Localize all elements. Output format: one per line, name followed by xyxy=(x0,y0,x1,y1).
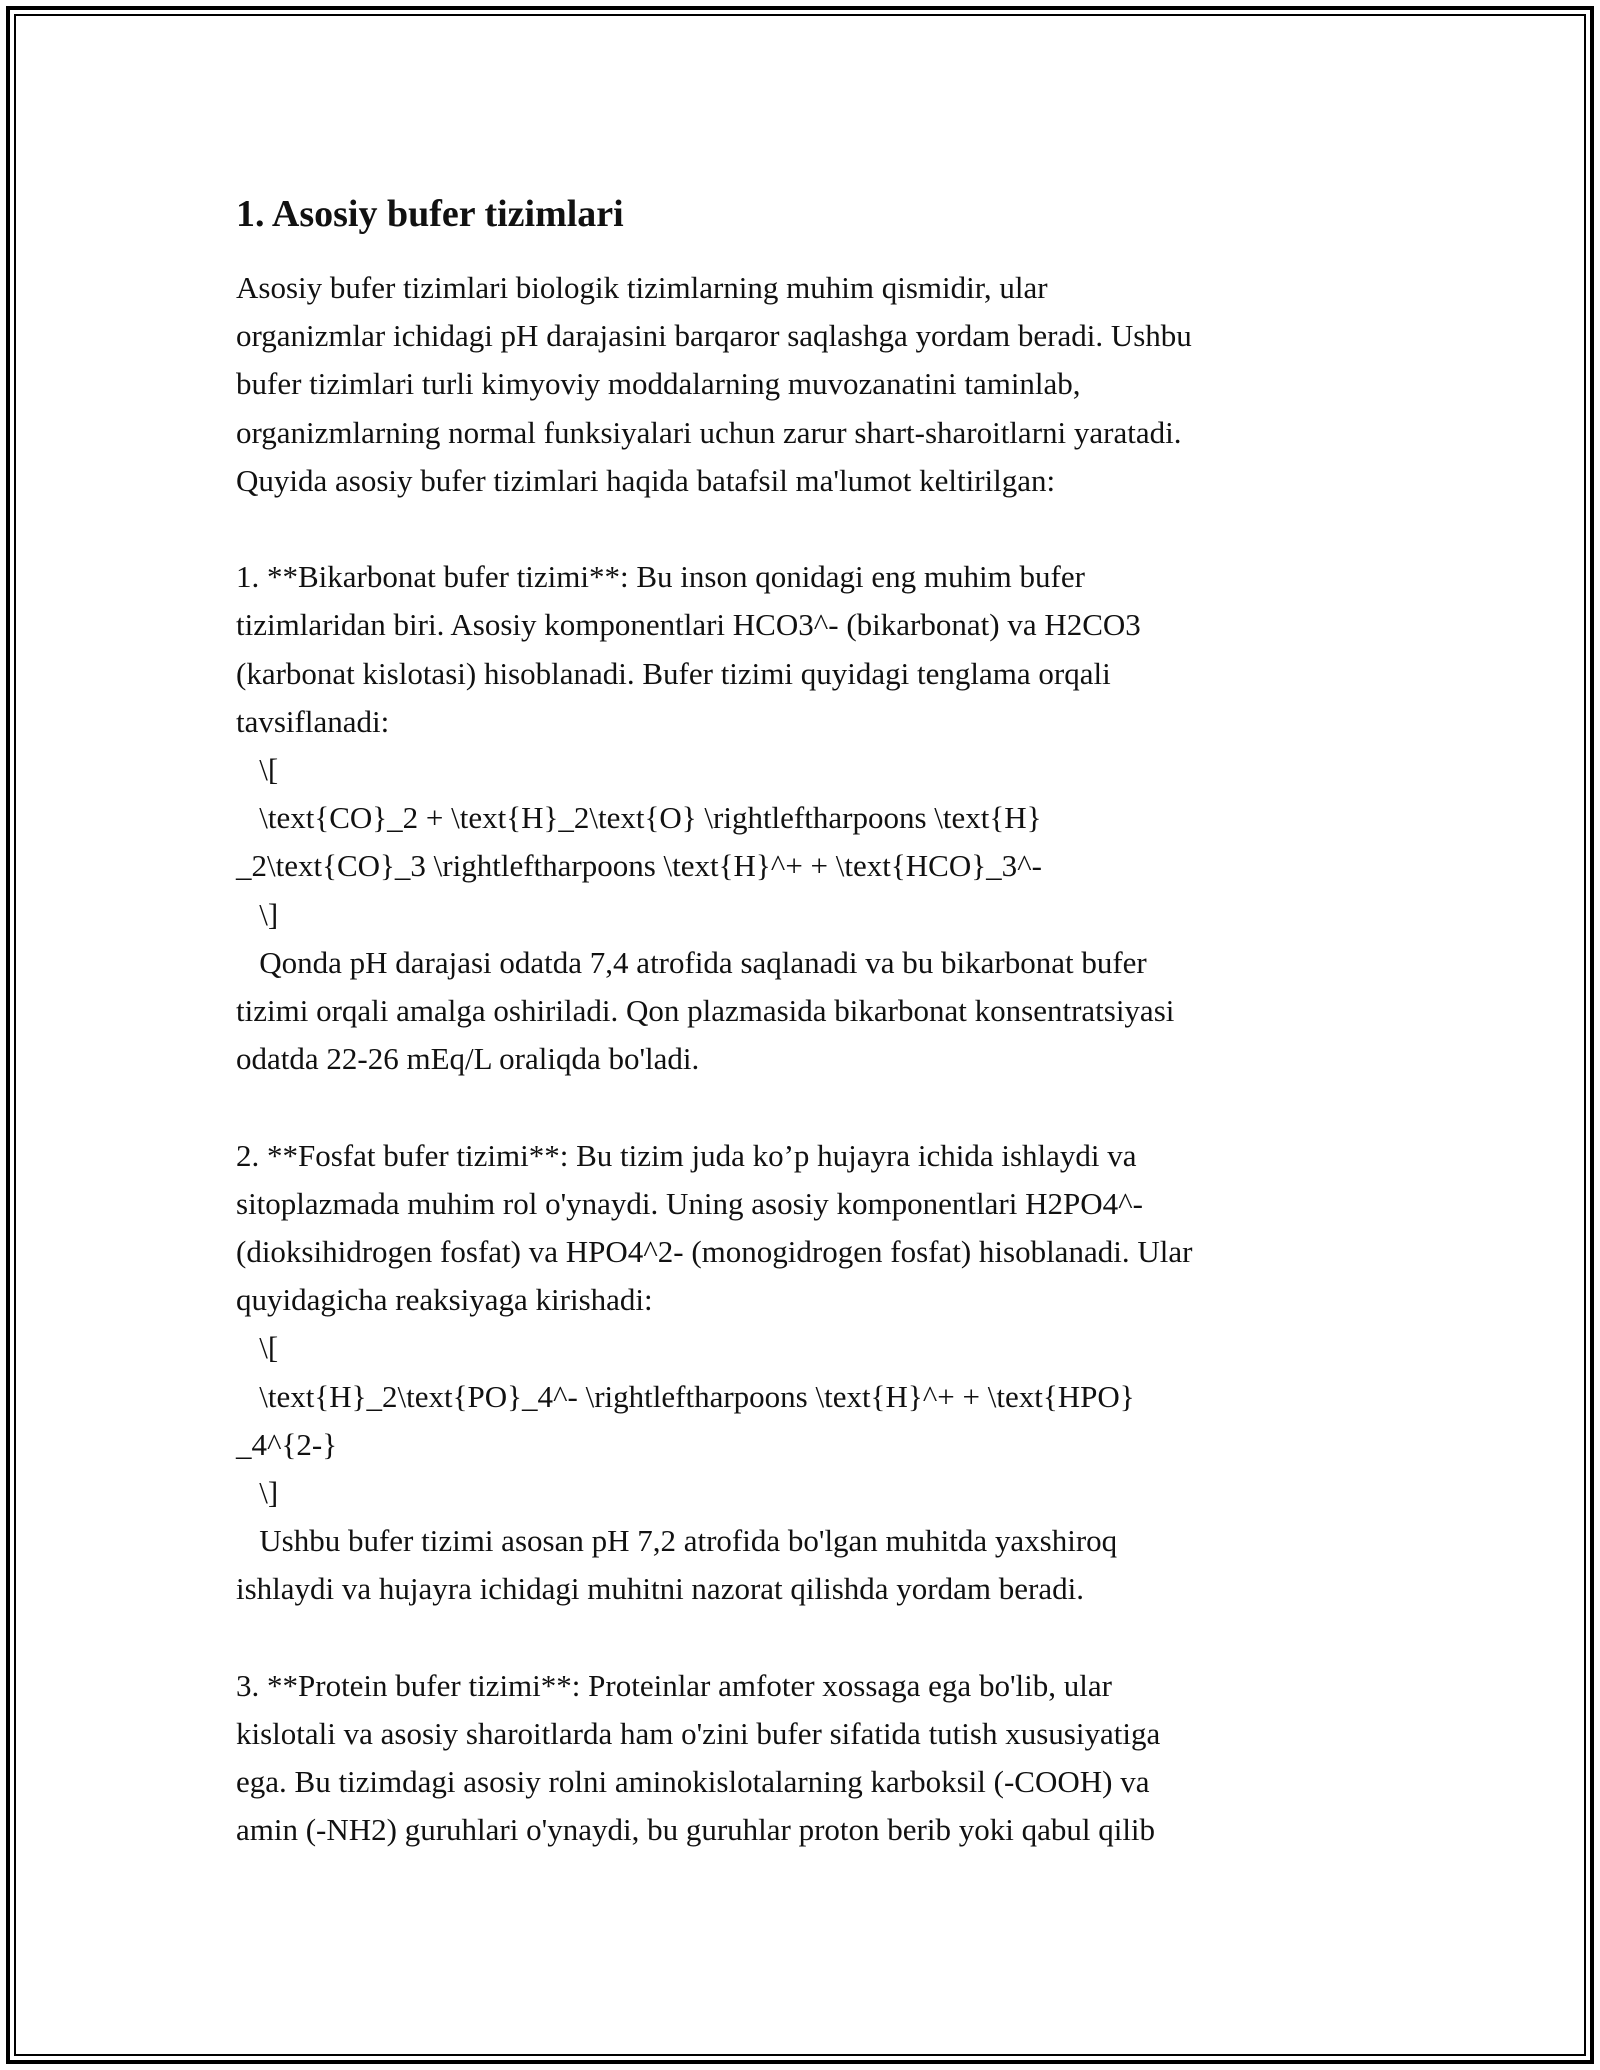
text-line: Asosiy bufer tizimlari biologik tizimlarning muhim qismidir, ular xyxy=(236,270,1048,305)
text-line: odatda 22-26 mEq/L oraliqda bo'ladi. xyxy=(236,1041,700,1077)
text-line: 3. **Protein bufer tizimi**: Proteinlar amfoter xossaga ega bo'lib, ular xyxy=(236,1667,1112,1703)
equation-line: _2\text{CO}_3 \rightleftharpoons \text{H}^+ + \text{HCO}_3^- xyxy=(236,848,1042,884)
text-line: amin (-NH2) guruhlari o'ynaydi, bu guruhlar proton berib yoki qabul qilib xyxy=(236,1812,1156,1848)
text-line: Ushbu bufer tizimi asosan pH 7,2 atrofida bo'lgan muhitda yaxshiroq xyxy=(236,1523,1118,1559)
equation-line: _4^{2-} xyxy=(236,1426,338,1462)
document-content xyxy=(236,186,1396,1855)
text-line: 2. **Fosfat bufer tizimi**: Bu tizim juda ko’p hujayra ichida ishlaydi va xyxy=(236,1137,1137,1173)
text-line: organizmlarning normal funksiyalari uchun zarur shart-sharoitlarni yaratadi. xyxy=(236,414,1182,450)
blank-line xyxy=(236,1614,1396,1662)
text-line: Qonda pH darajasi odatda 7,4 atrofida saqlanadi va bu bikarbonat bufer xyxy=(236,944,1147,980)
text-line: bufer tizimlari turli kimyoviy moddalarning muvozanatini taminlab, xyxy=(236,366,1081,402)
blank-line xyxy=(236,505,1396,553)
text-line: Quyida asosiy bufer tizimlari haqida batafsil ma'lumot keltirilgan: xyxy=(236,462,1056,498)
blank-line xyxy=(236,1083,1396,1131)
text-line: quyidagicha reaksiyaga kirishadi: xyxy=(236,1282,653,1318)
text-line: organizmlar ichidagi pH darajasini barqaror saqlashga yordam beradi. Ushbu xyxy=(236,318,1192,354)
equation-line: \[ xyxy=(236,1330,279,1366)
equation-line: \] xyxy=(236,896,279,932)
equation-line: \text{CO}_2 + \text{H}_2\text{O} \rightleftharpoons \text{H} xyxy=(236,800,1042,836)
text-line: ega. Bu tizimdagi asosiy rolni aminokislotalarning karboksil (-COOH) va xyxy=(236,1764,1150,1800)
text-line: tavsiflanadi: xyxy=(236,703,390,739)
equation-line: \text{H}_2\text{PO}_4^- \rightleftharpoons \text{H}^+ + \text{HPO} xyxy=(236,1378,1135,1414)
text-line: kislotali va asosiy sharoitlarda ham o'zini bufer sifatida tutish xususiyatiga xyxy=(236,1716,1161,1752)
equation-line: \] xyxy=(236,1475,279,1511)
text-line: 1. **Bikarbonat bufer tizimi**: Bu inson qonidagi eng muhim bufer xyxy=(236,559,1085,595)
text-line: tizimlaridan biri. Asosiy komponentlari HCO3^- (bikarbonat) va H2CO3 xyxy=(236,607,1141,643)
equation-line: \[ xyxy=(236,752,279,788)
text-line: ishlaydi va hujayra ichidagi muhitni nazorat qilishda yordam beradi. xyxy=(236,1571,1084,1607)
text-line: sitoplazmada muhim rol o'ynaydi. Uning asosiy komponentlari H2PO4^- xyxy=(236,1185,1143,1221)
text-line: (dioksihidrogen fosfat) va HPO4^2- (monogidrogen fosfat) hisoblanadi. Ular xyxy=(236,1234,1193,1270)
text-line: tizimi orqali amalga oshiriladi. Qon plazmasida bikarbonat konsentratsiyasi xyxy=(236,993,1175,1029)
section-heading: 1. Asosiy bufer tizimlari xyxy=(236,193,624,235)
body-text xyxy=(236,264,1396,1855)
text-line: (karbonat kislotasi) hisoblanadi. Bufer tizimi quyidagi tenglama orqali xyxy=(236,655,1111,691)
